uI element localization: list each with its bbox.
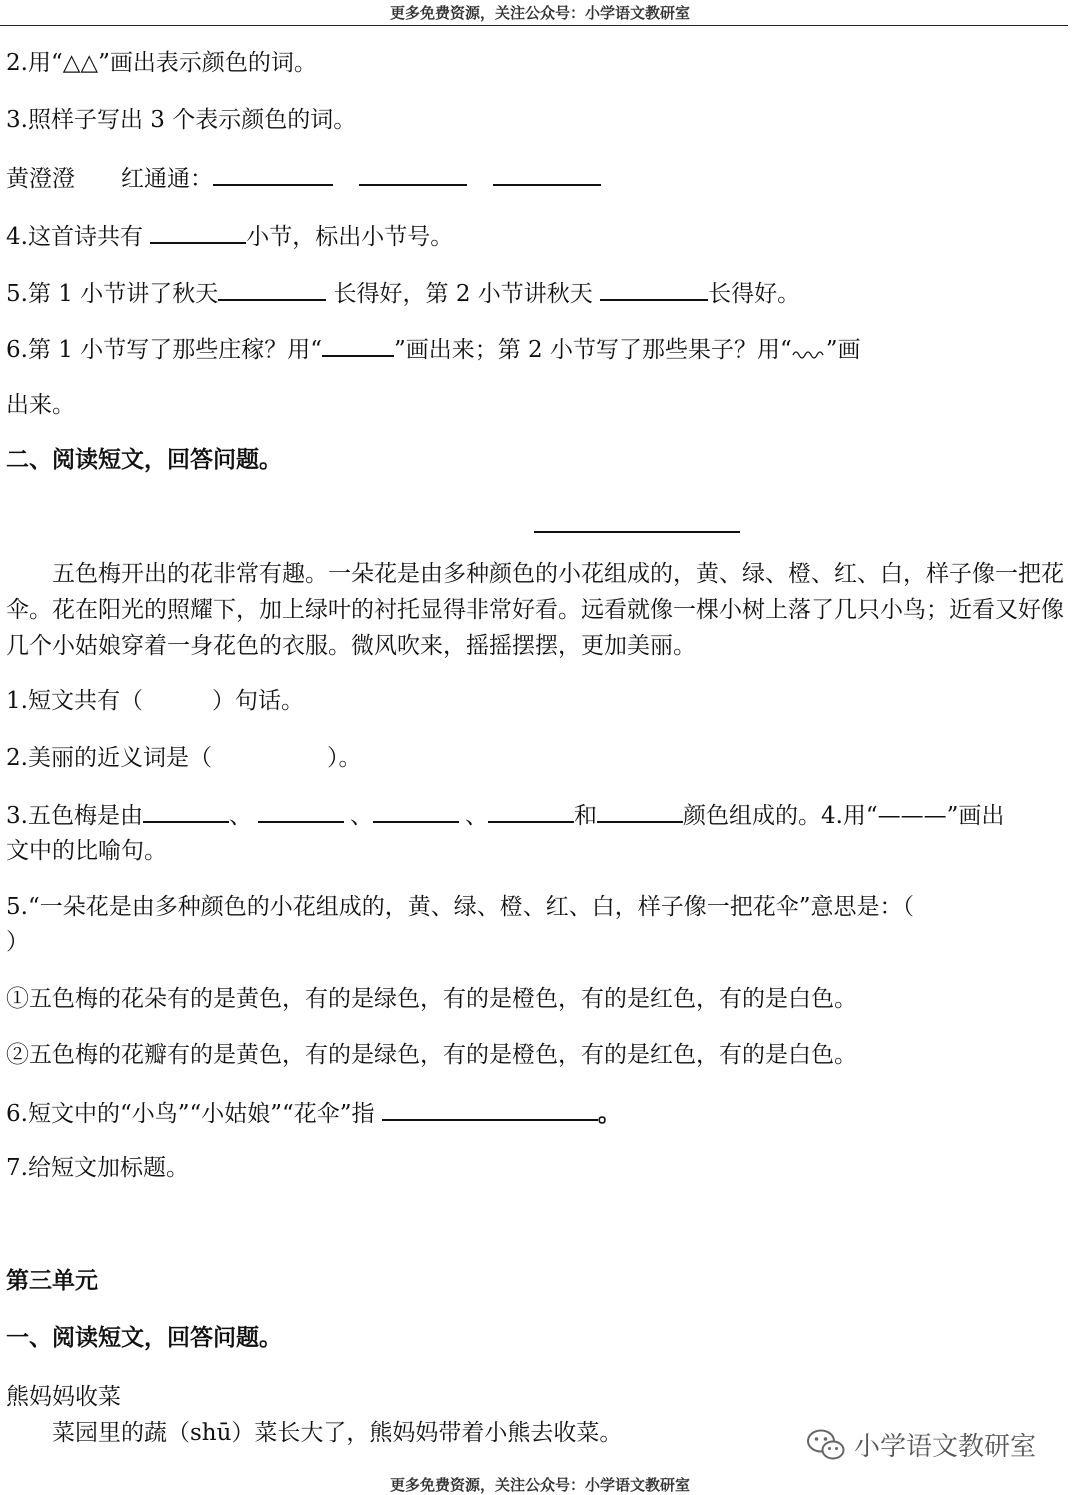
section-2-title: 二、阅读短文，回答问题。 <box>6 446 282 473</box>
reading-question-6 <box>6 1097 621 1129</box>
reading-question-3-text: 3.五色梅是由 <box>6 803 143 829</box>
reading-passage <box>6 556 1072 664</box>
watermark-text: 小学语文教研室 <box>854 1432 1037 1462</box>
reading-question-2: 2.美丽的近义词是（ ）。 <box>6 745 362 771</box>
question-4-text-a: 4.这首诗共有 <box>6 224 151 250</box>
reading-question-5-option-2: ②五色梅的花瓣有的是黄色，有的是绿色，有的是橙色，有的是红色，有的是白色。 <box>6 1042 857 1068</box>
conjunction: 和 <box>573 803 597 829</box>
wechat-icon <box>806 1428 846 1462</box>
question-6-continued: 出来。 <box>6 392 75 418</box>
answer-blank[interactable] <box>597 799 683 823</box>
answer-blank[interactable] <box>218 277 326 301</box>
answer-blank[interactable] <box>143 799 229 823</box>
question-3-answer-line <box>6 162 601 194</box>
question-6 <box>6 333 861 365</box>
story-title: 熊妈妈收菜 <box>6 1384 121 1410</box>
reading-question-5-option-1: ①五色梅的花朵有的是黄色，有的是绿色，有的是橙色，有的是红色，有的是白色。 <box>6 986 857 1012</box>
reading-question-3 <box>6 799 1004 831</box>
answer-blank[interactable] <box>493 162 601 186</box>
question-5 <box>6 277 800 309</box>
reading-question-5: 5.“一朵花是由多种颜色的小花组成的，黄、绿、橙、红、白，样子像一把花伞”意思是：（ <box>6 894 914 920</box>
question-5-text-a: 5.第 1 小节讲了秋天 <box>6 281 219 307</box>
question-6-text-a: 6.第 1 小节写了那些庄稼？用“ <box>6 337 322 363</box>
separator: 、 <box>228 803 252 829</box>
answer-blank[interactable] <box>258 799 344 823</box>
answer-blank[interactable] <box>359 162 467 186</box>
period: 。 <box>597 1100 621 1127</box>
question-3-example: 黄澄澄 红通通： <box>6 166 213 192</box>
answer-blank[interactable] <box>488 799 574 823</box>
question-6-text-c: ”画 <box>825 337 861 363</box>
question-6-text-b: ”画出来；第 2 小节写了那些果子？用“ <box>393 337 792 363</box>
separator: 、 <box>464 803 488 829</box>
separator: 、 <box>349 803 373 829</box>
reading-question-1: 1.短文共有（ ）句话。 <box>6 688 304 714</box>
page-footer: 更多免费资源，关注公众号：小学语文教研室 <box>389 1476 690 1494</box>
answer-blank[interactable] <box>213 162 333 186</box>
question-2: 2.用“△△”画出表示颜色的词。 <box>6 50 317 76</box>
story-line-1: 菜园里的蔬（shū）菜长大了，熊妈妈带着小熊去收菜。 <box>52 1420 623 1446</box>
reading-passage-text: 五色梅开出的花非常有趣。一朵花是由多种颜色的小花组成的，黄、绿、橙、红、白，样子像一把花伞。花在阳光的照耀下，加上绿叶的衬托显得非常好看。远看就像一棵小树上落了几只小鸟；近看又好像几个小姑娘穿着一身花色的衣服。微风吹来，摇摇摆摆，更加美丽。 <box>6 561 1064 659</box>
title-answer-blank[interactable] <box>534 531 740 533</box>
reading-question-5-continued: ） <box>6 929 29 955</box>
unit-3-section-1-title: 一、阅读短文，回答问题。 <box>6 1324 282 1351</box>
wavy-line-mark-icon <box>792 347 826 359</box>
question-5-text-c: 长得好。 <box>708 281 801 307</box>
question-5-text-b: 长得好，第 2 小节讲秋天 <box>326 281 601 307</box>
answer-blank[interactable] <box>382 1097 598 1121</box>
answer-blank[interactable] <box>373 799 459 823</box>
reading-question-3-text-b: 颜色组成的。4.用“———”画出 <box>682 803 1005 829</box>
reading-question-7: 7.给短文加标题。 <box>6 1155 189 1181</box>
page-header: 更多免费资源，关注公众号：小学语文教研室 <box>389 4 690 22</box>
unit-3-title: 第三单元 <box>6 1267 98 1294</box>
watermark <box>806 1426 1036 1463</box>
question-4 <box>6 220 453 252</box>
reading-question-6-text: 6.短文中的“小鸟”“小姑娘”“花伞”指 <box>6 1101 382 1127</box>
answer-blank[interactable] <box>600 277 708 301</box>
answer-blank[interactable] <box>150 220 246 244</box>
question-3: 3.照样子写出 3 个表示颜色的词。 <box>6 107 357 133</box>
straight-line-mark <box>322 333 394 357</box>
reading-question-4-continued: 文中的比喻句。 <box>6 838 167 864</box>
header-rule <box>0 25 1068 26</box>
question-4-text-b: 小节，标出小节号。 <box>246 224 454 250</box>
